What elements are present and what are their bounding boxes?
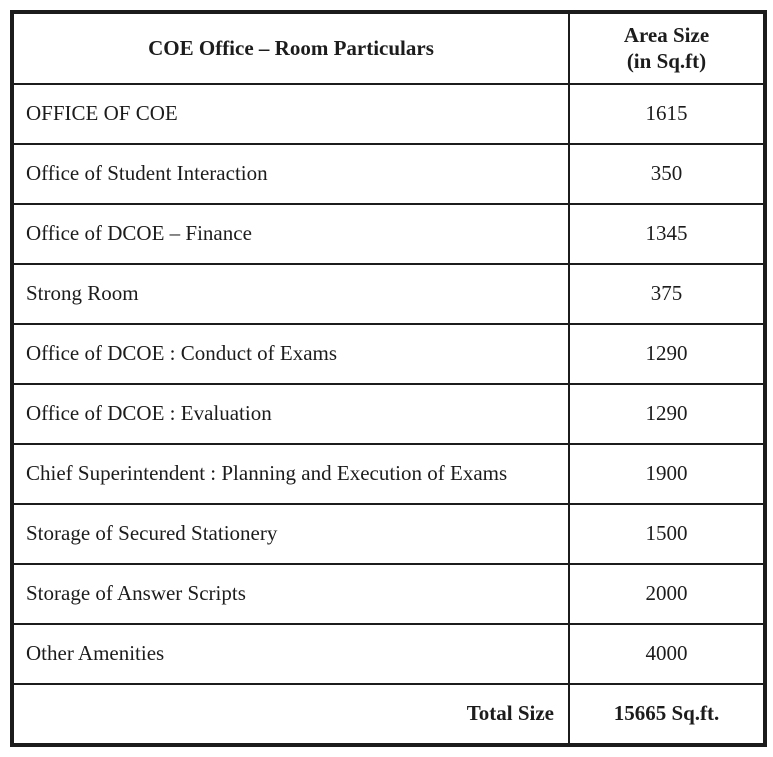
table-row (12, 384, 765, 444)
room-particular: Office of DCOE : Evaluation (12, 384, 569, 444)
room-particular: Other Amenities (12, 624, 569, 684)
header-row (12, 12, 765, 84)
room-particular: Office of DCOE : Conduct of Exams (12, 324, 569, 384)
room-particulars-table (10, 10, 767, 747)
room-particular: OFFICE OF COE (12, 84, 569, 144)
table-row (12, 324, 765, 384)
total-row (12, 684, 765, 745)
area-size: 350 (569, 144, 765, 204)
area-size: 4000 (569, 624, 765, 684)
col-header-area-line2: (in Sq.ft) (626, 49, 707, 74)
area-size: 1900 (569, 444, 765, 504)
table-row (12, 204, 765, 264)
area-size: 1345 (569, 204, 765, 264)
room-particular: Office of Student Interaction (12, 144, 569, 204)
room-particular: Storage of Secured Stationery (12, 504, 569, 564)
total-label: Total Size (12, 684, 569, 745)
table-row (12, 444, 765, 504)
area-size: 375 (569, 264, 765, 324)
col-header-particulars: COE Office – Room Particulars (12, 12, 569, 84)
room-particular: Office of DCOE – Finance (12, 204, 569, 264)
area-size: 1290 (569, 384, 765, 444)
area-size: 1500 (569, 504, 765, 564)
table-row (12, 84, 765, 144)
area-size: 1290 (569, 324, 765, 384)
area-size: 2000 (569, 564, 765, 624)
table-row (12, 624, 765, 684)
table-row (12, 504, 765, 564)
table-row (12, 264, 765, 324)
room-particular: Storage of Answer Scripts (12, 564, 569, 624)
area-size: 1615 (569, 84, 765, 144)
room-particular: Strong Room (12, 264, 569, 324)
col-header-area (569, 12, 765, 84)
table-row (12, 144, 765, 204)
total-value: 15665 Sq.ft. (569, 684, 765, 745)
room-particular: Chief Superintendent : Planning and Execution of Exams (12, 444, 569, 504)
col-header-area-line1: Area Size (623, 23, 710, 47)
table-row (12, 564, 765, 624)
